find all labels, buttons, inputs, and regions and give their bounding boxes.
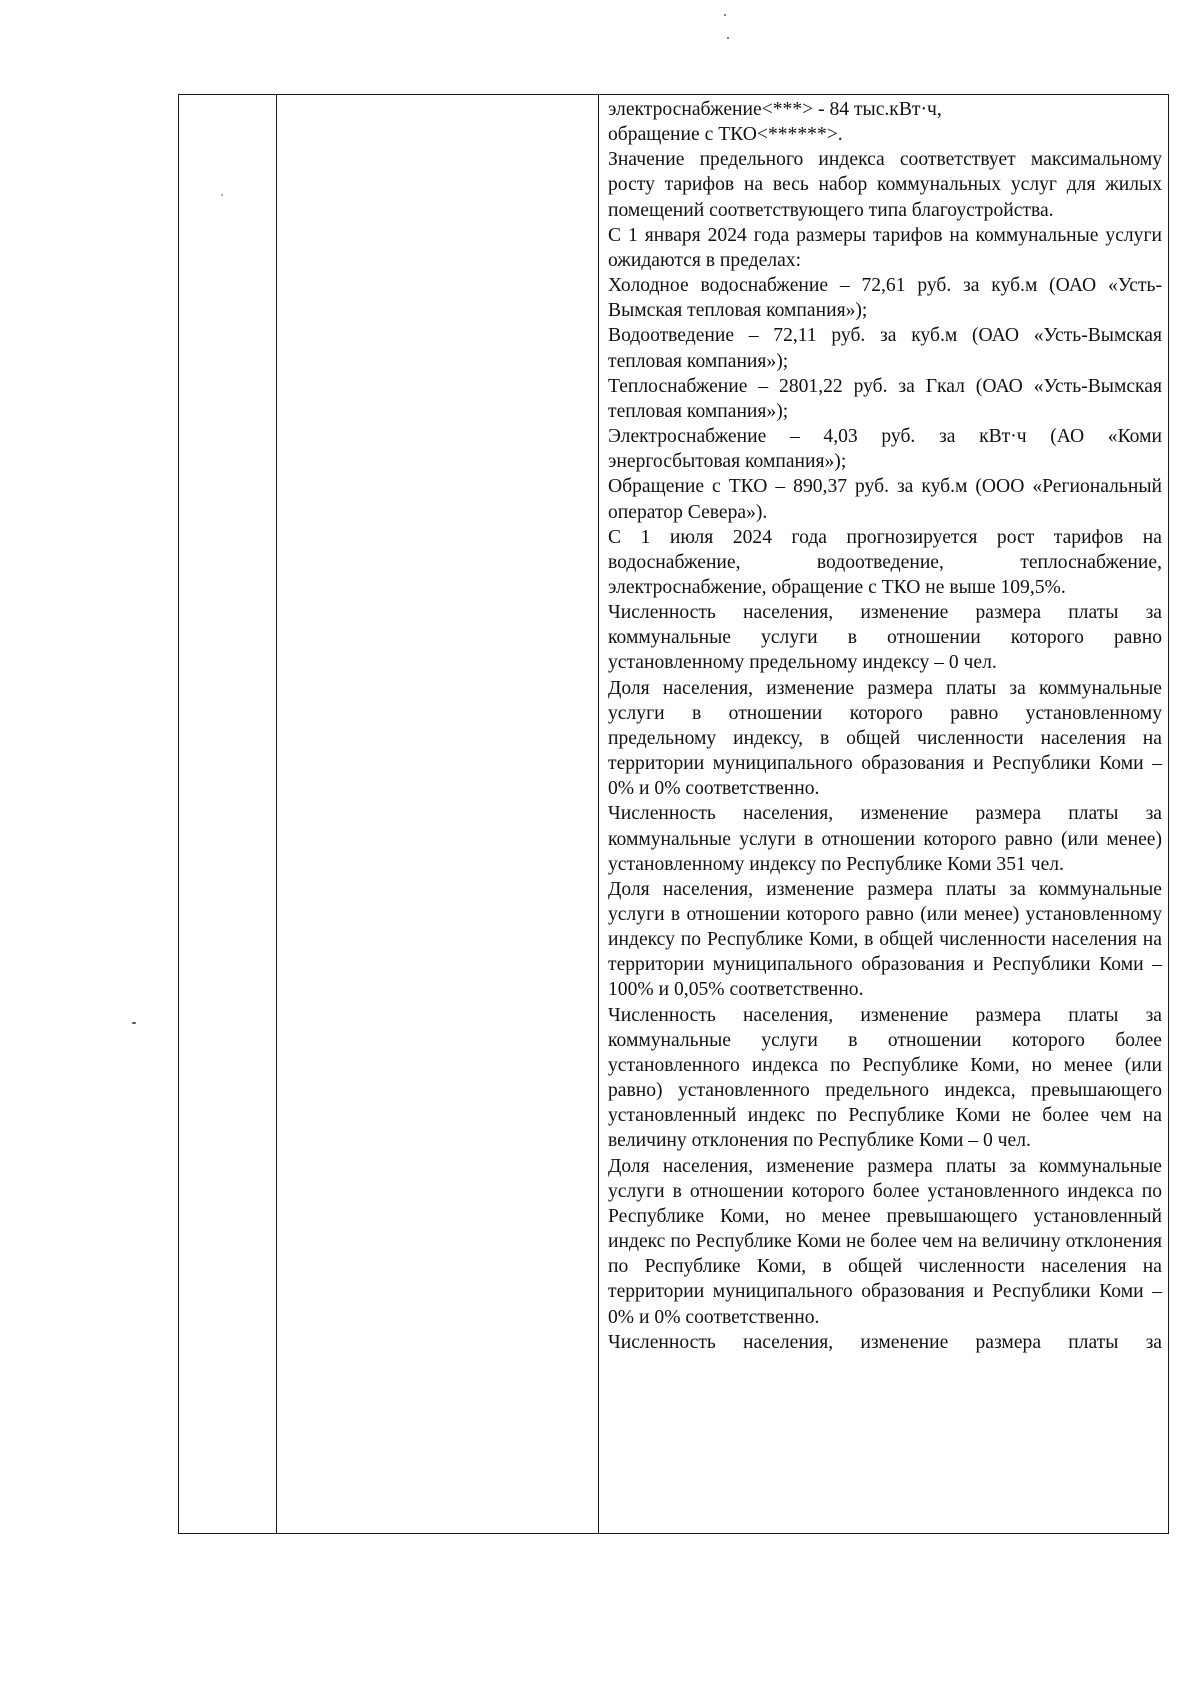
paragraph-waste-tariff: Обращение с ТКО – 890,37 руб. за куб.м (ООО «Региональный оператор Севера»). [608,476,1162,523]
paragraph-electricity: Электроснабжение – 4,03 руб. за кВт·ч (АО «Коми энергосбытовая компания»); [608,426,1162,473]
paragraph-tariffs-july: С 1 июля 2024 года прогнозируется рост тарифов на водоснабжение, водоотведение, теплоснабжение, электроснабжение, обращение с ТКО не выше 109,5%. [608,526,1162,598]
paragraph-population-index-share: Доля населения, изменение размера платы за коммунальные услуги в отношении которого равно (или менее) установленному индексу по Республике Коми, в общей численности населения на территории муниципального образования и Республики Коми – 100% и 0,05% соответственно. [608,878,1162,1001]
table-cell-description [599,95,1169,1534]
scan-speck [727,37,729,39]
scan-speck [132,1022,136,1024]
paragraph-population-index-count: Численность населения, изменение размера платы за коммунальные услуги в отношении которого равно (или менее) установленному индексу по Республике Коми 351 чел. [608,803,1162,875]
document-table [178,94,1169,1534]
table-cell-name [277,95,599,1534]
paragraph-heating: Теплоснабжение – 2801,22 руб. за Гкал (ОАО «Усть-Вымская тепловая компания»); [608,375,1162,422]
paragraph-electricity-volume: электроснабжение<***> - 84 тыс.кВт·ч, [608,99,942,120]
paragraph-population-continued: Численность населения, изменение размера платы за [608,1331,1162,1353]
paragraph-cold-water: Холодное водоснабжение – 72,61 руб. за куб.м (ОАО «Усть-Вымская тепловая компания»); [608,275,1162,322]
table-row [179,95,1169,1534]
paragraph-drainage: Водоотведение – 72,11 руб. за куб.м (ОАО «Усть-Вымская тепловая компания»); [608,325,1162,372]
paragraph-population-deviation-count: Численность населения, изменение размера платы за коммунальные услуги в отношении которого более установленного индекса по Республике Коми, но менее (или равно) установленного предельного индекса, превышающего установленный индекс по Республике Коми не более чем на величину отклонения по Республике Коми – 0 чел. [608,1004,1162,1152]
paragraph-limit-index: Значение предельного индекса соответствует максимальному росту тарифов на весь набор коммунальных услуг для жилых помещений соответствующего типа благоустройства. [608,149,1162,221]
paragraph-population-limit-count: Численность населения, изменение размера платы за коммунальные услуги в отношении которого равно установленному предельному индексу – 0 чел. [608,602,1162,674]
paragraph-tariffs-january: С 1 января 2024 года размеры тарифов на коммунальные услуги ожидаются в пределах: [608,224,1162,271]
paragraph-waste-handling: обращение с ТКО<******>. [608,124,843,146]
paragraph-population-limit-share: Доля населения, изменение размера платы за коммунальные услуги в отношении которого равно установленному предельному индексу, в общей численности населения на территории муниципального образования и Республики Коми – 0% и 0% соответственно. [608,677,1162,800]
paragraph-population-deviation-share: Доля населения, изменение размера платы за коммунальные услуги в отношении которого более установленного индекса по Республике Коми, но менее превышающего установленный индекс по Республике Коми не более чем на величину отклонения по Республике Коми, в общей численности населения на территории муниципального образования и Республики Коми – 0% и 0% соответственно. [608,1155,1162,1328]
scan-speck [724,14,726,16]
table-cell-number [179,95,277,1534]
